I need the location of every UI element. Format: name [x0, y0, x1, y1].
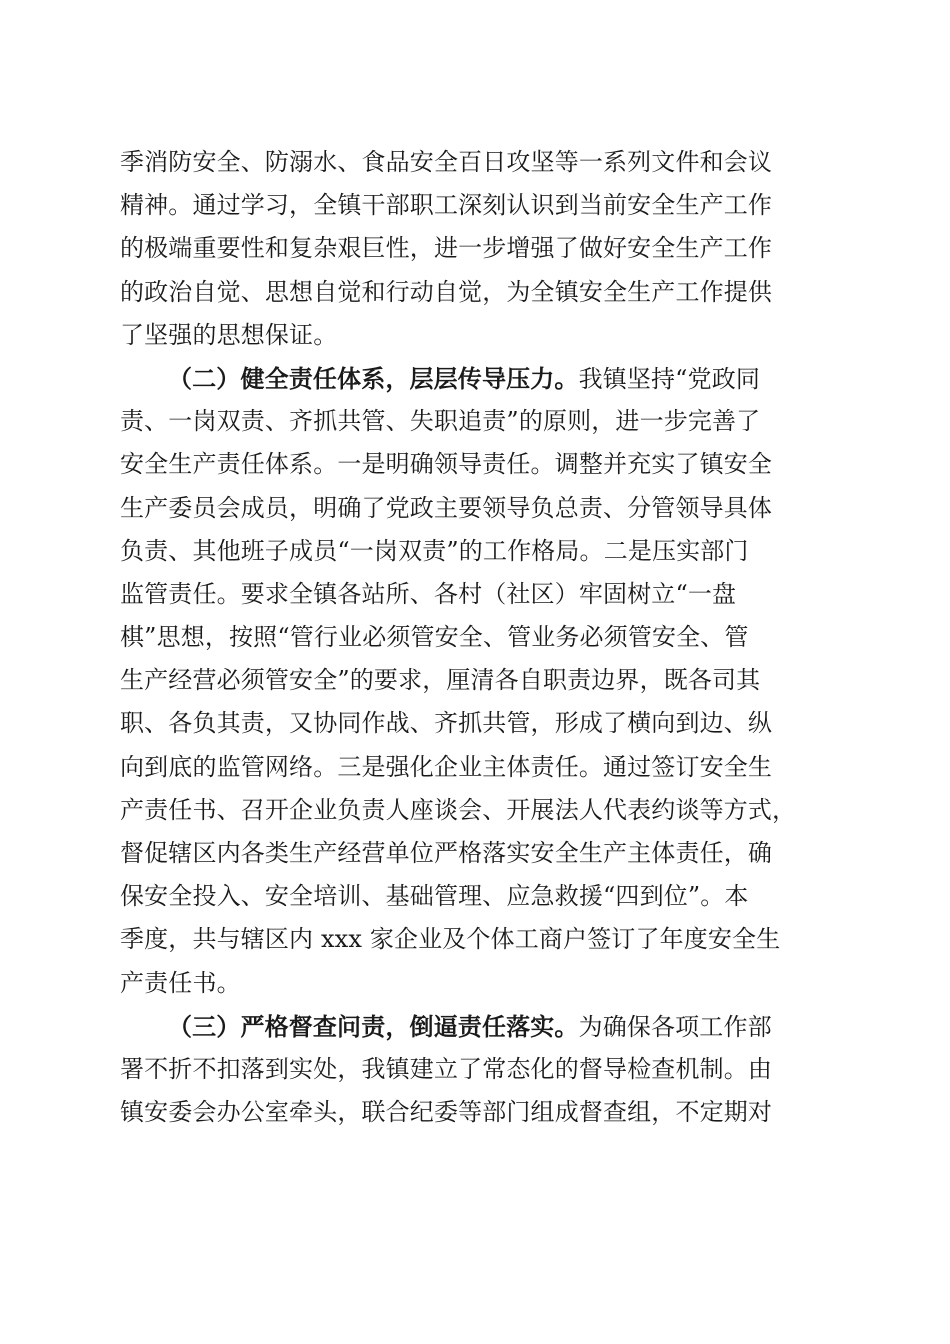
- text-line: 生产委员会成员，明确了党政主要领导负总责、分管领导具体: [120, 493, 773, 522]
- section-heading: （二）健全责任体系，层层传导压力。: [168, 363, 579, 393]
- text-line: 职、各负其责，又协同作战、齐抓共管，形成了横向到边、纵: [120, 709, 773, 738]
- text-line: [120, 357, 824, 400]
- text-line: 的政治自觉、思想自觉和行动自觉，为全镇安全生产工作提供: [120, 277, 773, 306]
- document-page: [120, 141, 824, 1134]
- text-line: 责、一岗双责、齐抓共管、失职追责”的原则，进一步完善了: [120, 407, 761, 436]
- text-line: 的极端重要性和复杂艰巨性，进一步增强了做好安全生产工作: [120, 234, 773, 263]
- section-heading: （三）严格督查问责，倒逼责任落实。: [168, 1011, 579, 1041]
- text-line: 精神。通过学习，全镇干部职工深刻认识到当前安全生产工作: [120, 191, 773, 220]
- text-line: 产责任书、召开企业负责人座谈会、开展法人代表约谈等方式，: [120, 795, 797, 824]
- paragraph-1: [120, 141, 824, 357]
- text-line: 了坚强的思想保证。: [120, 320, 338, 349]
- text-line: 生产经营必须管安全”的要求，厘清各自职责边界，既各司其: [120, 666, 761, 695]
- paragraph-3: [120, 1005, 824, 1135]
- text-fragment: 我镇坚持“党政同: [578, 364, 761, 393]
- text-line: 监管责任。要求全镇各站所、各村（社区）牢固树立“一盘: [120, 579, 737, 608]
- text-line: 镇安委会办公室牵头，联合纪委等部门组成督查组，不定期对: [120, 1098, 773, 1127]
- text-line: 保安全投入、安全培训、基础管理、应急救援“四到位”。本: [120, 882, 749, 911]
- text-line: 棋”思想，按照“管行业必须管安全、管业务必须管安全、管: [120, 623, 749, 652]
- text-line: 署不折不扣落到实处，我镇建立了常态化的督导检查机制。由: [120, 1054, 773, 1083]
- text-line: 产责任书。: [120, 968, 241, 997]
- text-line: 负责、其他班子成员“一岗双责”的工作格局。二是压实部门: [120, 536, 749, 565]
- text-fragment: 为确保各项工作部: [578, 1012, 772, 1041]
- text-line: 安全生产责任体系。一是明确领导责任。调整并充实了镇安全: [120, 450, 773, 479]
- text-line: 季消防安全、防溺水、食品安全百日攻坚等一系列文件和会议: [120, 148, 773, 176]
- text-line: [120, 1005, 824, 1048]
- text-line: 督促辖区内各类生产经营单位严格落实安全生产主体责任，确: [120, 839, 773, 867]
- paragraph-2: [120, 357, 824, 1005]
- text-line: 向到底的监管网络。三是强化企业主体责任。通过签订安全生: [120, 752, 773, 781]
- text-line: 季度，共与辖区内 xxx 家企业及个体工商户签订了年度安全生: [120, 925, 781, 954]
